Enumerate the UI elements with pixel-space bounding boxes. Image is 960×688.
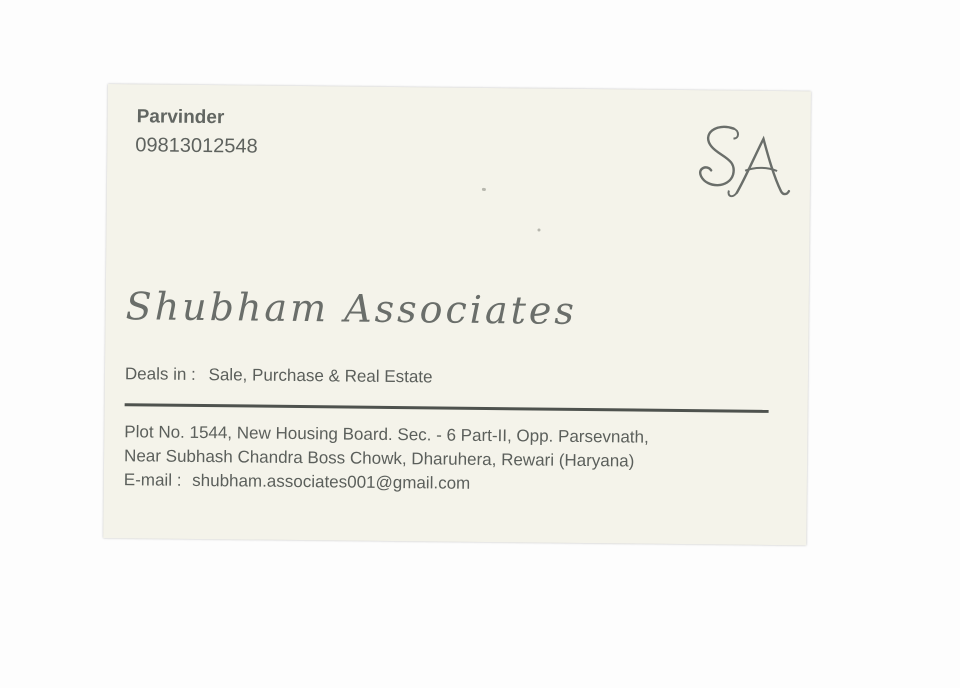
divider-rule — [125, 403, 769, 413]
email-address[interactable]: shubham.associates001@gmail.com — [192, 470, 471, 493]
deals-label: Deals in : — [124, 364, 196, 384]
contact-name: Parvinder — [136, 106, 225, 129]
company-name: Shubham Associates — [125, 284, 578, 333]
email-line — [124, 470, 471, 494]
paper-speck — [537, 229, 540, 232]
business-card — [103, 84, 811, 545]
monogram-logo — [693, 118, 794, 209]
paper-speck — [482, 188, 486, 191]
deals-line — [125, 364, 433, 387]
deals-text: Sale, Purchase & Real Estate — [208, 365, 433, 387]
email-label: E-mail : — [123, 470, 182, 490]
address-line-1: Plot No. 1544, New Housing Board. Sec. - 6 Part-II, Opp. Parsevnath, — [124, 422, 649, 447]
address-line-2: Near Subhash Chandra Boss Chowk, Dharuhera, Rewari (Haryana) — [124, 446, 635, 471]
contact-phone: 09813012548 — [135, 134, 258, 158]
